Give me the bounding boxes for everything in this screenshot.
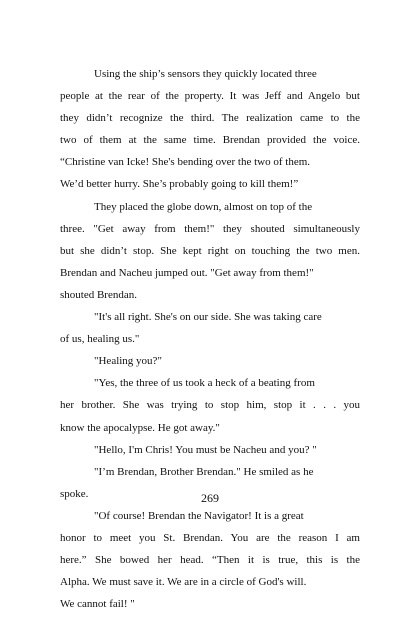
text-line: "Hello, I'm Chris! You must be Nacheu and you? " bbox=[94, 443, 317, 456]
text-line: three. "Get away from them!" they shouted simultaneously bbox=[60, 222, 360, 235]
text-line: here.” She bowed her head. “Then it is true, this is the bbox=[60, 554, 360, 567]
text-line: We’d better hurry. She’s probably going to kill them!” bbox=[60, 178, 299, 191]
text-line: of us, healing us." bbox=[60, 333, 140, 346]
text-line: spoke. bbox=[60, 487, 89, 500]
body-text bbox=[60, 63, 360, 615]
text-line: but she didn’t stop. She kept right on touching the two men. bbox=[60, 244, 360, 257]
text-line: two of them at the same time. Brendan provided the voice. bbox=[60, 134, 360, 147]
text-line: Using the ship’s sensors they quickly located three bbox=[94, 68, 317, 80]
text-line: They placed the globe down, almost on top of the bbox=[94, 200, 313, 213]
text-line: "It's all right. She's on our side. She was taking care bbox=[94, 311, 322, 324]
text-line: shouted Brendan. bbox=[60, 288, 137, 301]
text-line: "Yes, the three of us took a heck of a beating from bbox=[94, 377, 315, 390]
text-line: they didn’t recognize the third. The realization came to the bbox=[60, 112, 360, 125]
text-line: "I’m Brendan, Brother Brendan." He smiled as he bbox=[94, 465, 314, 478]
text-line: Alpha. We must save it. We are in a circle of God's will. bbox=[60, 576, 307, 589]
page-number: 269 bbox=[201, 491, 219, 505]
text-line: Brendan and Nacheu jumped out. "Get away from them!" bbox=[60, 266, 314, 279]
text-line: “Christine van Icke! She's bending over the two of them. bbox=[60, 156, 311, 169]
text-line: We cannot fail! " bbox=[60, 598, 135, 611]
text-line: her brother. She was trying to stop him, stop it . . . you bbox=[60, 399, 360, 412]
text-line: know the apocalypse. He got away." bbox=[60, 421, 220, 434]
text-line: "Healing you?" bbox=[94, 355, 162, 368]
text-line: honor to meet you St. Brendan. You are the reason I am bbox=[60, 531, 360, 544]
text-line: "Of course! Brendan the Navigator! It is a great bbox=[94, 509, 304, 522]
text-line: people at the rear of the property. It was Jeff and Angelo but bbox=[60, 90, 360, 103]
